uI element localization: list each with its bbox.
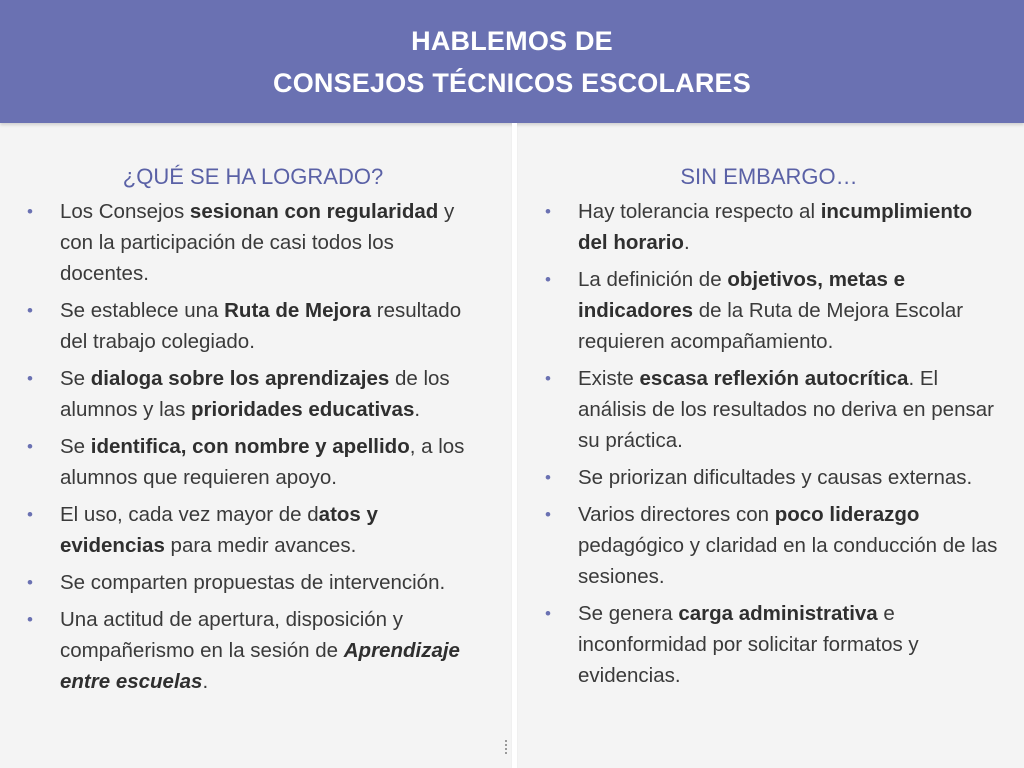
item-text: Se [60, 435, 91, 458]
item-text: . [202, 670, 209, 693]
right-column [540, 160, 998, 697]
bullet-icon: • [27, 610, 33, 629]
item-text: Existe [578, 367, 640, 390]
list-item [540, 462, 998, 493]
item-emphasis: atos y evidencias [60, 503, 378, 557]
item-text: y con la participación de casi todos los docentes. [60, 200, 455, 285]
item-text: . [414, 398, 421, 421]
item-text: . El análisis de los resultados no deriva en pensar su práctica. [578, 367, 994, 452]
item-emphasis: escasa reflexión autocrítica [639, 367, 909, 390]
bullet-icon: • [545, 270, 551, 289]
left-bullet-list [22, 196, 484, 697]
item-text: Se [60, 367, 91, 390]
item-emphasis: objetivos, metas e indicadores [578, 268, 906, 322]
decorative-mark [505, 740, 513, 754]
bullet-icon: • [27, 301, 33, 320]
list-item [540, 196, 998, 258]
item-text: Los Consejos [60, 200, 190, 223]
list-item [540, 363, 998, 456]
list-item [22, 363, 484, 425]
item-text: Se genera [578, 602, 679, 625]
column-divider [512, 123, 517, 768]
bullet-icon: • [27, 505, 33, 524]
bullet-icon: • [545, 604, 551, 623]
header-banner [0, 0, 1024, 123]
list-item [540, 499, 998, 592]
item-emphasis: dialoga sobre los aprendizajes [90, 367, 390, 390]
item-emphasis: prioridades educativas [191, 398, 415, 421]
item-text: Varios directores con [578, 503, 775, 526]
item-emphasis: identifica, con nombre y apellido [90, 435, 410, 458]
item-text: Una actitud de apertura, disposición y compañerismo en la sesión de [60, 608, 404, 662]
item-text: Hay tolerancia respecto al [578, 200, 821, 223]
item-text: de la Ruta de Mejora Escolar requieren acompañamiento. [578, 299, 964, 353]
list-item [22, 431, 484, 493]
item-text: e inconformidad por solicitar formatos y evidencias. [578, 602, 919, 687]
left-column [22, 160, 484, 703]
list-item [540, 598, 998, 691]
item-text: La definición de [578, 268, 728, 291]
item-text: , a los alumnos que requieren apoyo. [60, 435, 465, 489]
item-text: . [683, 231, 690, 254]
right-column-title: SIN EMBARGO… [680, 164, 858, 189]
bullet-icon: • [27, 437, 33, 456]
item-emphasis: incumplimiento del horario [578, 200, 973, 254]
list-item [22, 604, 484, 697]
list-item [540, 264, 998, 357]
bullet-icon: • [545, 468, 551, 487]
bullet-icon: • [27, 573, 33, 592]
item-text: pedagógico y claridad en la conducción de las sesiones. [578, 534, 998, 588]
right-bullet-list [540, 196, 998, 691]
header-title-line-1: HABLEMOS DE [411, 25, 613, 56]
bullet-icon: • [27, 202, 33, 221]
left-column-title: ¿QUÉ SE HA LOGRADO? [122, 164, 384, 189]
item-emphasis: poco liderazgo [774, 503, 920, 526]
bullet-icon: • [545, 202, 551, 221]
item-text: El uso, cada vez mayor de d [60, 503, 319, 526]
bullet-icon: • [545, 369, 551, 388]
item-italic-emphasis: Aprendizaje entre escuelas [60, 639, 460, 693]
list-item [22, 499, 484, 561]
bullet-icon: • [27, 369, 33, 388]
list-item [22, 295, 484, 357]
list-item [22, 196, 484, 289]
item-text: para medir avances. [164, 534, 357, 557]
header-title-line-2: CONSEJOS TÉCNICOS ESCOLARES [273, 67, 751, 98]
item-text: Se comparten propuestas de intervención. [60, 571, 446, 594]
item-text: Se priorizan dificultades y causas externas. [578, 466, 973, 489]
item-text: Se establece una [60, 299, 225, 322]
item-emphasis: sesionan con regularidad [189, 200, 439, 223]
item-text: resultado del trabajo colegiado. [60, 299, 462, 353]
item-text: de los alumnos y las [60, 367, 450, 421]
item-emphasis: carga administrativa [678, 602, 878, 625]
bullet-icon: • [545, 505, 551, 524]
item-emphasis: Ruta de Mejora [224, 299, 372, 322]
list-item [22, 567, 484, 598]
